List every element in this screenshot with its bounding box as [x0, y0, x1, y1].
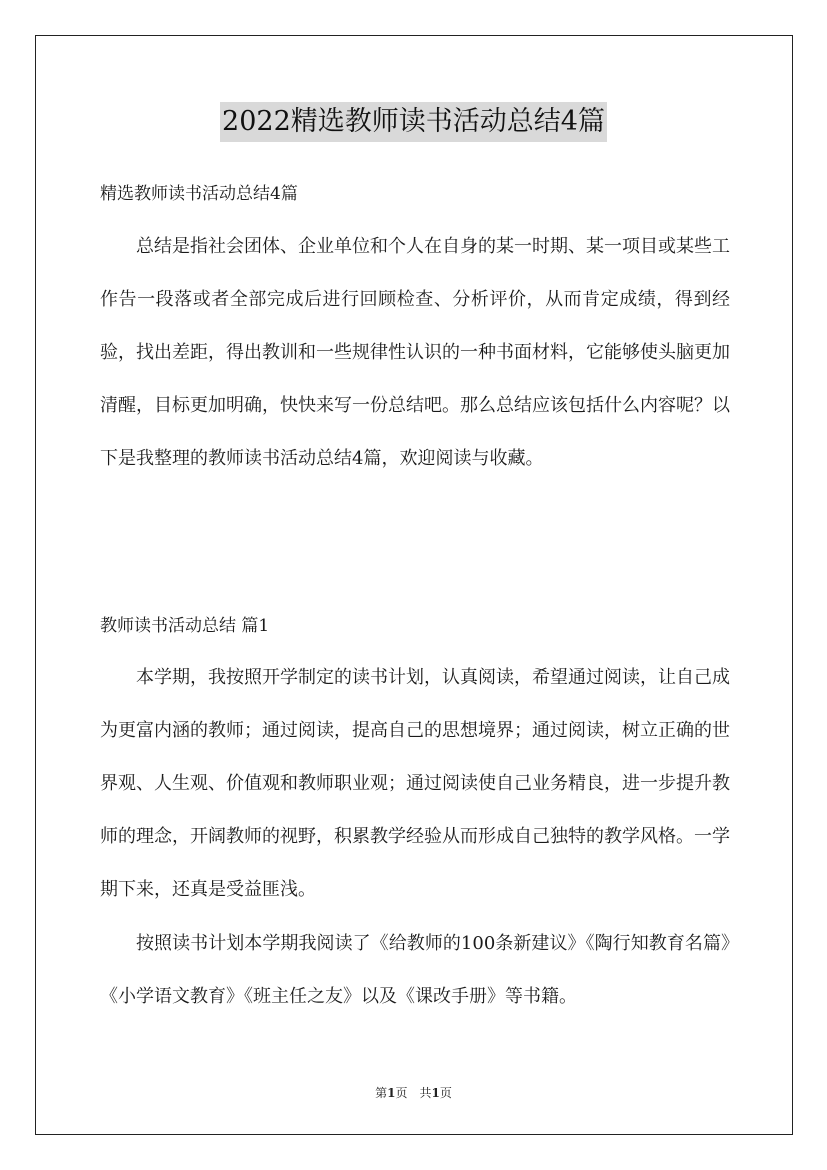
footer-page-mid: 页 共	[395, 1086, 432, 1100]
footer-page-suffix: 页	[439, 1086, 452, 1100]
footer-page-current: 1	[387, 1086, 396, 1100]
footer-page-total: 1	[431, 1086, 440, 1100]
page-footer	[0, 1084, 827, 1102]
intro-paragraph: 总结是指社会团体、企业单位和个人在自身的某一时期、某一项目或某些工作告一段落或者全部完成后进行回顾检查、分析评价，从而肯定成绩，得到经验，找出差距，得出教训和一些规律性认识的一种书面材料，它能够使头脑更加清醒，目标更加明确，快快来写一份总结吧。那么总结应该包括什么内容呢？以下是我整理的教师读书活动总结4篇，欢迎阅读与收藏。	[100, 236, 730, 469]
body-paragraph-1: 本学期，我按照开学制定的读书计划，认真阅读，希望通过阅读，让自己成为更富内涵的教师；通过阅读，提高自己的思想境界；通过阅读，树立正确的世界观、人生观、价值观和教师职业观；通过阅读使自己业务精良，进一步提升教师的理念，开阔教师的视野，积累教学经验从而形成自己独特的教学风格。一学期下来，还真是受益匪浅。	[100, 667, 730, 900]
document-title: 2022精选教师读书活动总结4篇	[220, 102, 607, 142]
footer-page-prefix: 第	[375, 1086, 388, 1100]
section-heading: 教师读书活动总结 篇1	[100, 616, 270, 636]
document-subtitle: 精选教师读书活动总结4篇	[100, 184, 298, 204]
body-paragraph-2: 按照读书计划本学期我阅读了《给教师的100条新建议》《陶行知教育名篇》《小学语文教育》《班主任之友》以及《课改手册》等书籍。	[100, 933, 730, 1007]
title-container	[0, 102, 827, 142]
